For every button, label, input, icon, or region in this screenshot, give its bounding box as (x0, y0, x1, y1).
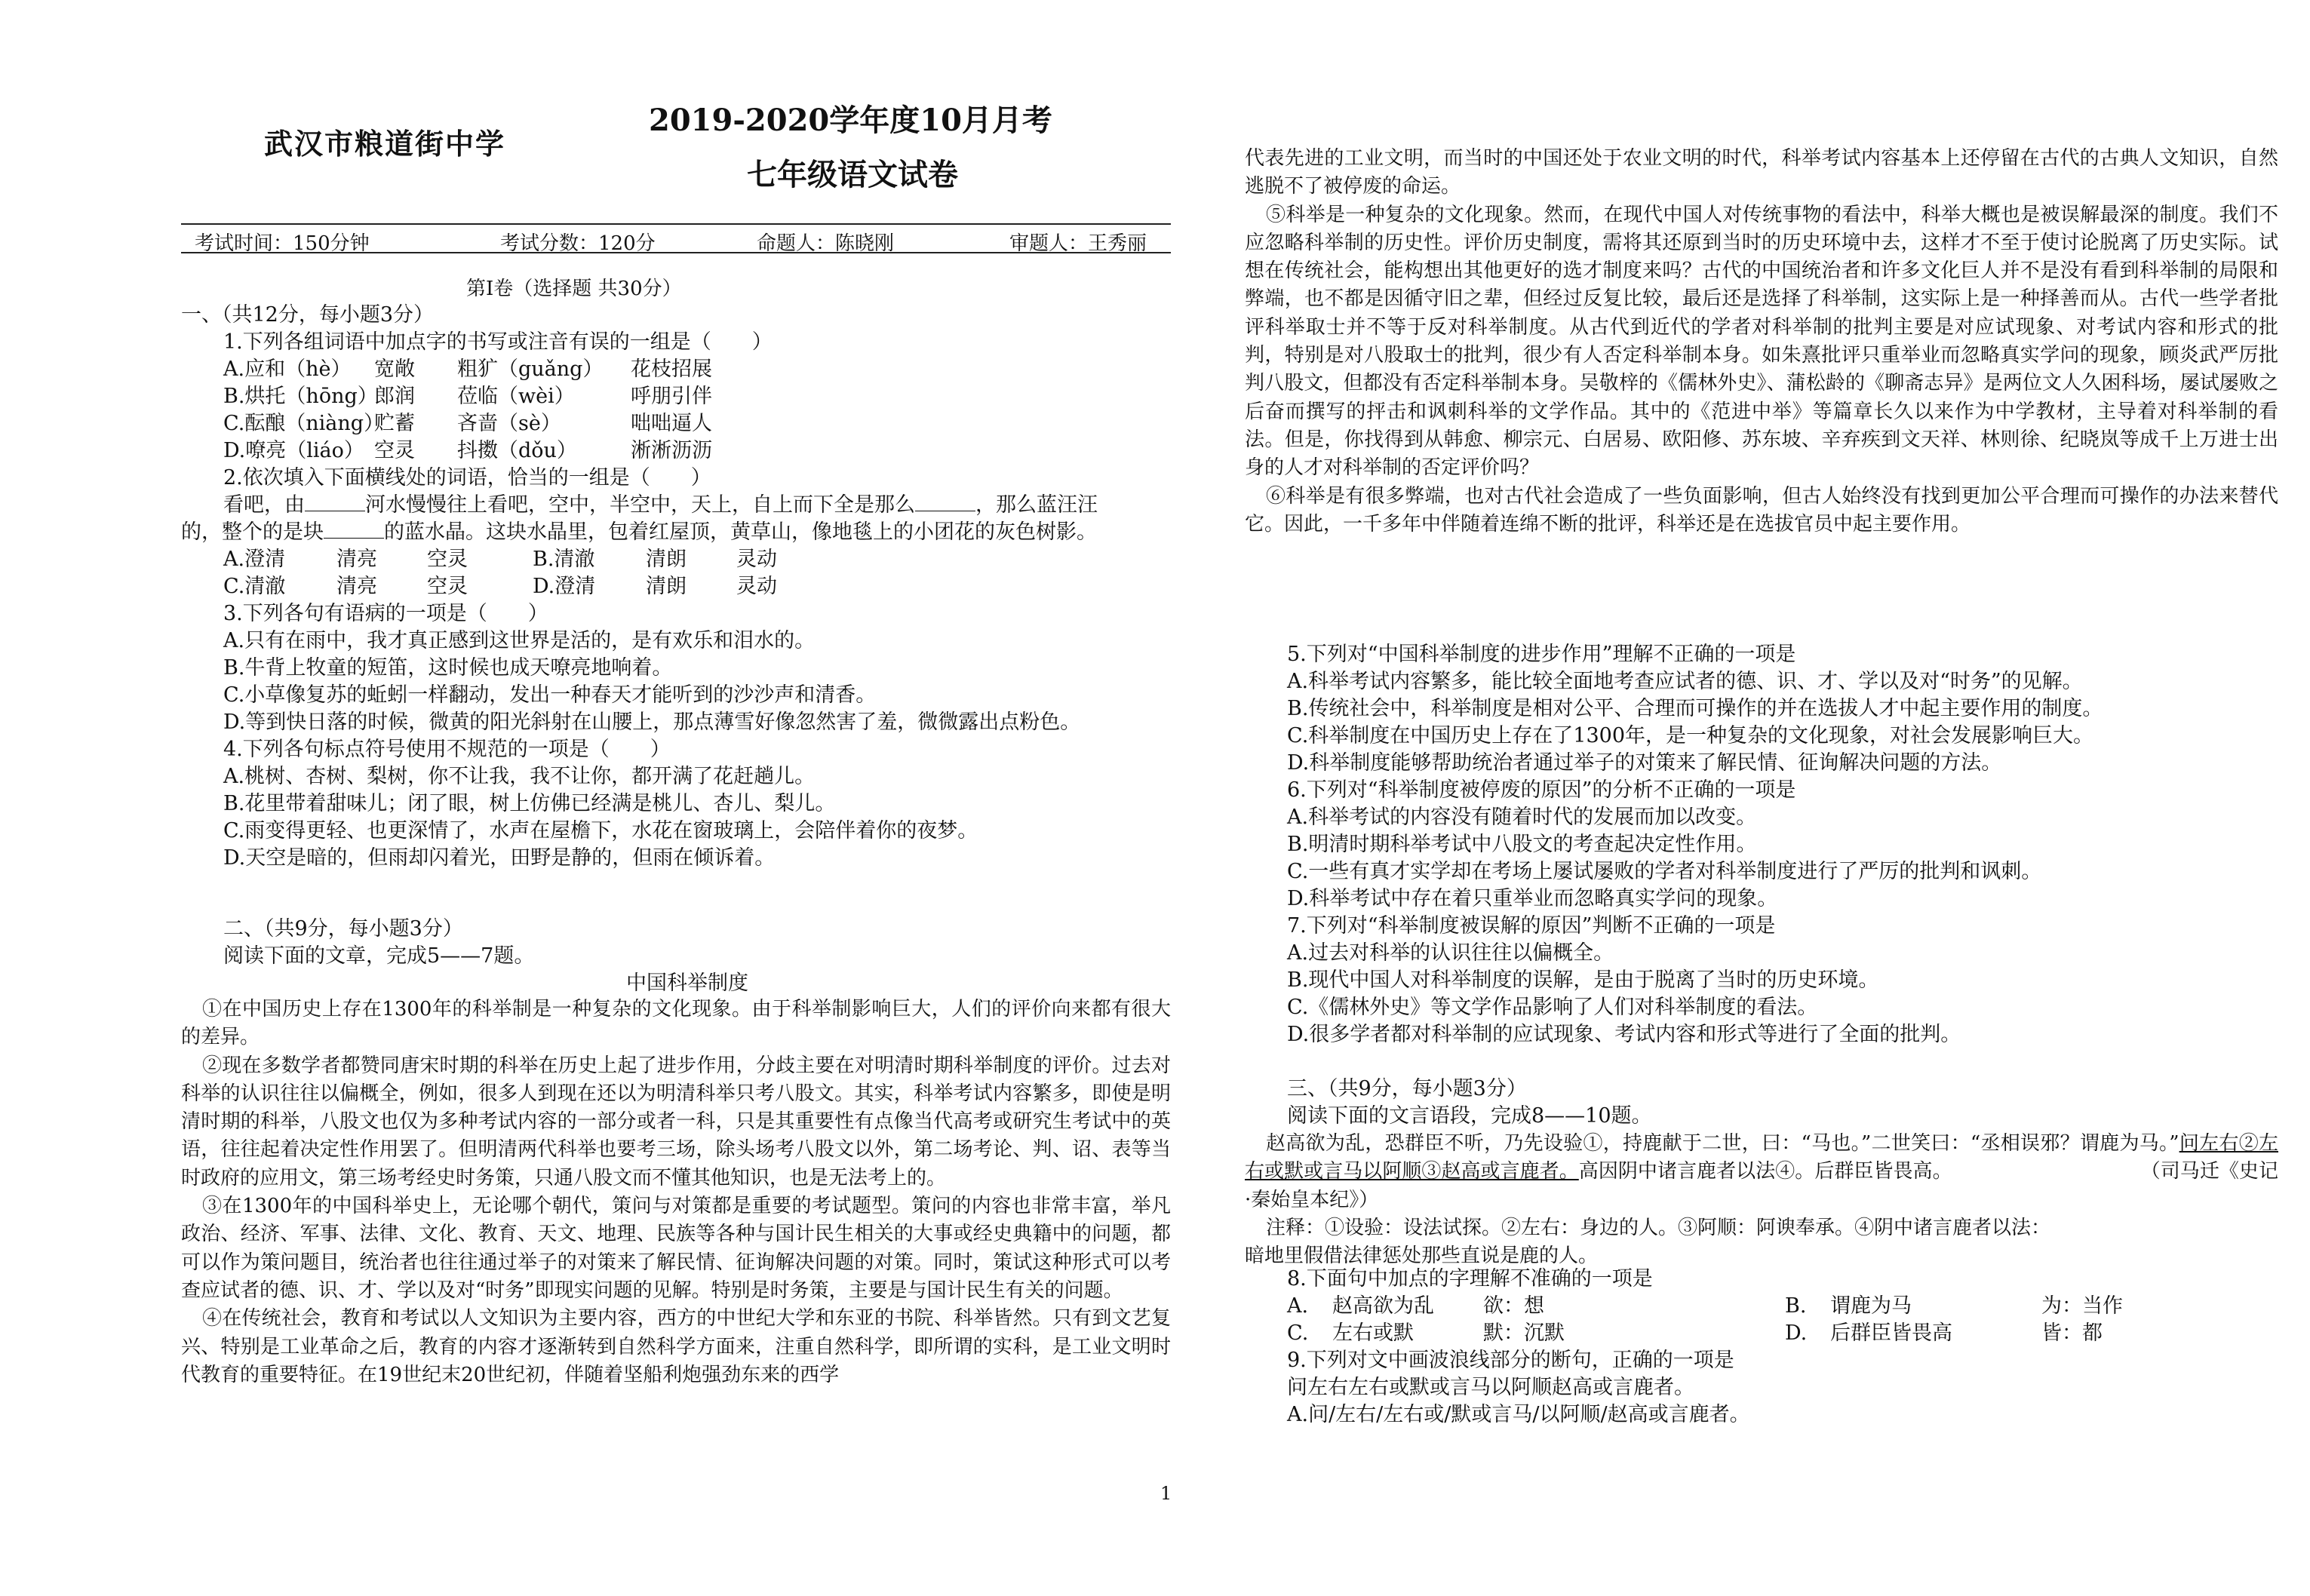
questions-5-7 (1287, 641, 2283, 1048)
classical-text-wavy: 问左右②左右或默或言马以阿顺③赵高或言鹿者。 (1245, 1132, 2278, 1183)
q6-option-a: A.科举考试的内容没有随着时代的发展而加以改变。 (1287, 806, 1757, 829)
q1-options: A.应和（hè） 宽敞 粗犷（guǎng） 花枝招展 B.烘托（hōng）郎润 莅临（wèi） 呼朋引伴 C.酝酿（niàng）贮蓄 吝啬（sè） 咄咄逼人 D.嘹亮（liáo） 空灵 抖擞（dǒu） 淅淅沥沥 (223, 358, 712, 462)
q9-option-a: A.问/左右/左右或/默或言马/以阿顺/赵高或言鹿者。 (1287, 1403, 1750, 1426)
q8-options: A. 赵高欲为乱 欲：想 B. 谓鹿为马 为：当作 C. 左右或默 默：沉默 D. 后群臣皆畏高 皆：都 (1287, 1294, 2123, 1345)
article-paragraph-6: ⑥科举是有很多弊端，也对古代社会造成了一些负面影响，但古人始终没有找到更加公平合理而可操作的办法来替代它。因此，一千多年中伴随着连绵不断的批评，科举还是在选拔官员中起主要作用。 (1245, 484, 2278, 536)
article-title: 中国科举制度 (626, 971, 748, 995)
exam-reviewer: 审题人：王秀丽 (1009, 232, 1147, 255)
paper-title: 七年级语文试卷 (747, 157, 958, 192)
q7-option-d: D.很多学者都对科举制的应试现象、考试内容和形式等进行了全面的批判。 (1287, 1023, 1961, 1046)
article-paragraph-3: ③在1300年的中国科举史上，无论哪个朝代，策问与对策都是重要的考试题型。策问的内容也非常丰富，举凡政治、经济、军事、法律、文化、教育、天文、地理、民族等各种与国计民生相关的大事或经史典籍中的问题，都可以作为策问题目，统治者也往往通过举子的对策来了解民情、征询解决问题的对策。同时，策试这种形式可以考查应试者的德、识、才、学以及对“时务”即现实问题的见解。特别是时务策，主要是与国计民生有关的问题。 (181, 1195, 1171, 1302)
q5-stem: 5.下列对“中国科举制度的进步作用”理解不正确的一项是 (1287, 643, 1796, 666)
exam-title: 2019-2020学年度10月月考 (649, 103, 1052, 138)
part1-heading: 一、（共12分，每小题3分） (181, 303, 435, 327)
classical-text-c: ④。后群臣皆畏高。 (1775, 1160, 1952, 1183)
q5-option-c: C.科举制度在中国历史上存在了1300年，是一种复杂的文化现象，对社会发展影响巨大。 (1287, 724, 2093, 747)
q7-option-a: A.过去对科举的认识往往以偏概全。 (1287, 941, 1614, 965)
page-number: 1 (1160, 1483, 1172, 1504)
q3-option-a: A.只有在雨中，我才真正感到这世界是活的，是有欢乐和泪水的。 (223, 629, 816, 652)
q6-option-b: B.明清时期科举考试中八股文的考查起决定性作用。 (1287, 833, 1757, 856)
q3-option-b: B.牛背上牧童的短笛，这时候也成天嘹亮地响着。 (223, 656, 673, 680)
exam-time: 考试时间：150分钟 (195, 232, 370, 255)
q2-options: A.澄清 清亮 空灵 B.清澈 清朗 灵动 C.清澈 清亮 空灵 D.澄清 清朗 灵动 (223, 548, 777, 598)
classical-source: （司马迁《史记·秦始皇本纪》） (1245, 1160, 2278, 1211)
header-rule-bottom (181, 252, 1171, 253)
q5-option-a: A.科举考试内容繁多，能比较全面地考查应试者的德、识、才、学以及对“时务”的见解。 (1287, 670, 2083, 693)
q5-option-b: B.传统社会中，科举制度是相对公平、合理而可操作的并在选拔人才中起主要作用的制度。 (1287, 697, 2103, 720)
article-body-right (1245, 145, 2278, 539)
notes-line1: 注释：①设验：设法试探。②左右：身边的人。③阿顺：阿谀奉承。④阴中诸言鹿者以法： (1266, 1216, 2051, 1239)
q3-option-d: D.等到快日落的时候，微黄的阳光斜射在山腰上，那点薄雪好像忽然害了羞，微微露出点粉色。 (223, 711, 1081, 734)
header-rule-top (181, 223, 1171, 225)
exam-score: 考试分数：120分 (500, 232, 656, 255)
article-paragraph-1: ①在中国历史上存在1300年的科举制是一种复杂的文化现象。由于科举制影响巨大，人们的评价向来都有很大的差异。 (181, 998, 1171, 1049)
part2-intro: 阅读下面的文章，完成5——7题。 (223, 944, 535, 968)
notes-line2: 暗地里假借法律惩处那些直说是鹿的人。 (1245, 1245, 1599, 1268)
part3 (1287, 1076, 2283, 1130)
part3-intro: 阅读下面的文言语段，完成8——10题。 (1287, 1104, 1652, 1128)
q4-stem: 4.下列各句标点符号使用不规范的一项是（ ） (223, 738, 671, 761)
exam-author: 命题人：陈晓刚 (757, 232, 895, 255)
article-paragraph-5: ⑤科举是一种复杂的文化现象。然而，在现代中国人对传统事物的看法中，科举大概也是被误解最深的制度。我们不应忽略科举制的历史性。评价历史制度，需将其还原到当时的历史环境中去，这样才不至于使讨论脱离了历史实际。试想在传统社会，能构想出其他更好的选才制度来吗？古代的中国统治者和许多文化巨人并不是没有看到科举制的局限和弊端，也不都是因循守旧之辈，但经过反复比较，最后还是选择了科举制，这实际上是一种择善而从。古代一些学者批评科举取士并不等于反对科举制度。从古代到近代的学者对科举制的批判主要是对应试现象、对考试内容和形式的批判，特别是对八股取士的批判，很少有人否定科举制本身。如朱熹批评只重举业而忽略真实学问的现象，顾炎武严厉批判八股文，但都没有否定科举制本身。吴敬梓的《儒林外史》、蒲松龄的《聊斋志异》是两位文人久困科场，屡试屡败之后奋而撰写的抨击和讽刺科举的文学作品。其中的《范进中举》等篇章长久以来作为中学教材，主导着对科举制的看法。但是，你找得到从韩愈、柳宗元、白居易、欧阳修、苏东坡、辛弃疾到文天祥、林则徐、纪晓岚等成千上万进士出身的人才对科举制的否定评价吗？ (1245, 203, 2278, 480)
q6-option-c: C.一些有真才实学却在考场上屡试屡败的学者对科举制度进行了严厉的批判和讽刺。 (1287, 860, 2042, 883)
q9-stem: 9.下列对文中画波浪线部分的断句，正确的一项是 (1287, 1349, 1734, 1372)
part2 (181, 916, 1177, 997)
q9-line: 问左右左右或默或言马以阿顺赵高或言鹿者。 (1287, 1376, 1694, 1399)
q5-option-d: D.科举制度能够帮助统治者通过举子的对策来了解民情、征询解决问题的方法。 (1287, 751, 2002, 775)
article-body-left (181, 996, 1171, 1389)
classical-text-a: 赵高欲为乱，恐群臣不听，乃先设验①，持鹿献于二世，曰：“马也。”二世笑曰：“丞相误邪？谓鹿为马。” (1266, 1132, 2179, 1155)
part3-heading: 三、（共9分，每小题3分） (1287, 1077, 1527, 1100)
q4-option-c: C.雨变得更轻、也更深情了，水声在屋檐下，水花在窗玻璃上，会陪伴着你的夜梦。 (223, 819, 978, 843)
q4-option-a: A.桃树、杏树、梨树，你不让我，我不让你，都开满了花赶趟儿。 (223, 765, 816, 788)
article-paragraph-2: ②现在多数学者都赞同唐宋时期的科举在历史上起了进步作用，分歧主要在对明清时期科举制度的评价。过去对科举的认识往往以偏概全，例如，很多人到现在还以为明清科举只考八股文。其实，科举考试内容繁多，即使是明清时期的科举，八股文也仅为多种考试内容的一部分或者一科，只是其重要性有点像当代高考或研究生考试中的英语，往往起着决定性作用罢了。但明清两代科举也要考三场，除头场考八股文以外，第二场考论、判、诏、表等当时政府的应用文，第三场考经史时务策，只通八股文而不懂其他知识，也是无法考上的。 (181, 1054, 1171, 1189)
q3-option-c: C.小草像复苏的蚯蚓一样翻动，发出一种春天才能听到的沙沙声和清香。 (223, 683, 877, 707)
article-paragraph-4-cont: 代表先进的工业文明，而当时的中国还处于农业文明的时代，科举考试内容基本上还停留在古代的古典人文知识，自然逃脱不了被停废的命运。 (1245, 147, 2278, 198)
article-paragraph-4: ④在传统社会，教育和考试以人文知识为主要内容，西方的中世纪大学和东亚的书院、科举皆然。只有到文艺复兴、特别是工业革命之后，教育的内容才逐渐转到自然科学方面来，注重自然科学，即所谓的实科，是工业文明时代教育的重要特征。在19世纪末20世纪初，伴随着坚船利炮强劲东来的西学 (181, 1307, 1171, 1386)
q3-stem: 3.下列各句有语病的一项是（ ） (223, 602, 548, 625)
section1-title: 第Ⅰ卷（选择题 共30分） (466, 278, 682, 300)
q1-stem: 1.下列各组词语中加点字的书写或注音有误的一组是（ ） (223, 330, 773, 354)
part1 (181, 302, 1177, 872)
q2-stem: 2.依次填入下面横线处的词语，恰当的一组是（ ） (223, 466, 711, 490)
q2-text-line2: 的，整个的是块 的蓝水晶。这块水晶里，包着红屋顶，黄草山，像地毯上的小团花的灰色树影。 (181, 520, 1097, 544)
q6-stem: 6.下列对“科举制度被停废的原因”的分析不正确的一项是 (1287, 778, 1796, 802)
q7-stem: 7.下列对“科举制度被误解的原因”判断不正确的一项是 (1287, 914, 1776, 938)
q7-option-b: B.现代中国人对科举制度的误解，是由于脱离了当时的历史环境。 (1287, 968, 1879, 992)
q2-text-line1: 看吧，由 河水慢慢往上看吧，空中，半空中，天上，自上而下全是那么 ，那么蓝汪汪 (223, 493, 1098, 517)
q6-option-d: D.科举考试中存在着只重举业而忽略真实学问的现象。 (1287, 887, 1778, 910)
q7-option-c: C.《儒林外史》等文学作品影响了人们对科举制度的看法。 (1287, 996, 1818, 1019)
q4-option-b: B.花里带着甜味儿；闭了眼，树上仿佛已经满是桃儿、杏儿、梨儿。 (223, 792, 836, 815)
questions-8-9 (1287, 1266, 2283, 1429)
q4-option-d: D.天空是暗的，但雨却闪着光，田野是静的，但雨在倾诉着。 (223, 846, 776, 870)
classical-text (1245, 1130, 2278, 1270)
q8-stem: 8.下面句中加点的字理解不准确的一项是 (1287, 1267, 1653, 1291)
school-name: 武汉市粮道街中学 (264, 127, 506, 161)
part2-heading: 二、（共9分，每小题3分） (223, 917, 463, 941)
classical-text-b: 高因阴中诸言鹿者以法 (1578, 1160, 1776, 1183)
